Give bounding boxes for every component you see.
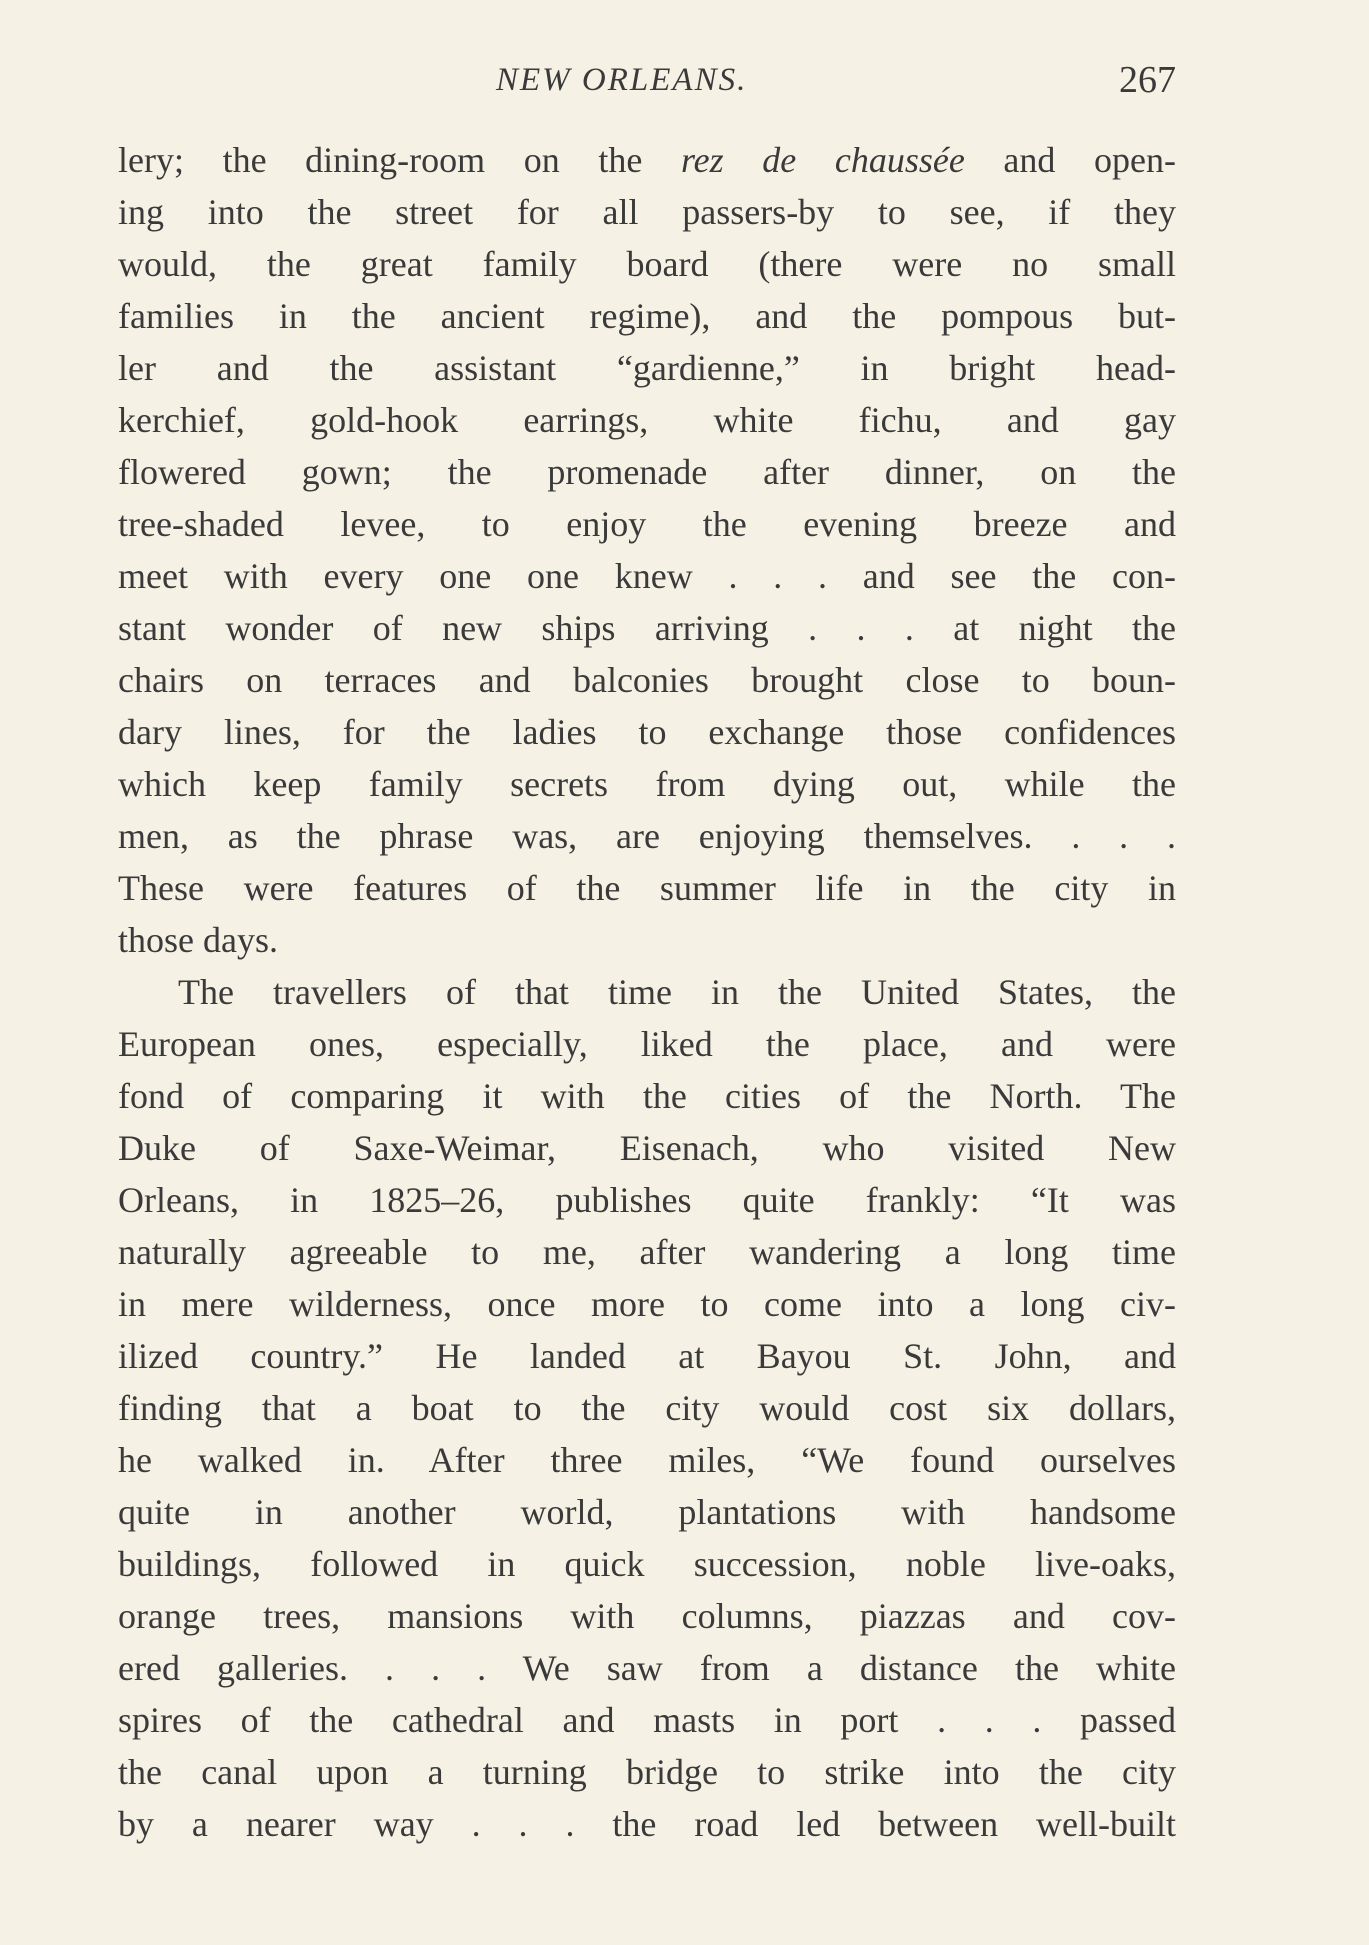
text-line: kerchief, gold-hook earrings, white fichu, and gay	[118, 400, 1176, 440]
text-line: tree-shaded levee, to enjoy the evening breeze and	[118, 504, 1176, 544]
text-line: spires of the cathedral and masts in port . . . passed	[118, 1700, 1176, 1740]
text-line: European ones, especially, liked the place, and were	[118, 1024, 1176, 1064]
text-line: ler and the assistant “gardienne,” in bright head-	[118, 348, 1176, 388]
paragraph-2	[118, 966, 1176, 1850]
text-line: finding that a boat to the city would cost six dollars,	[118, 1388, 1176, 1428]
text-line: The travellers of that time in the United States, the	[178, 972, 1176, 1012]
text-line: ered galleries. . . . We saw from a distance the white	[118, 1648, 1176, 1688]
text-line: These were features of the summer life in the city in	[118, 868, 1176, 908]
page-number: 267	[1119, 59, 1176, 101]
text-line: men, as the phrase was, are enjoying themselves. . . .	[118, 816, 1176, 856]
body-text	[118, 134, 1176, 1850]
text-line: by a nearer way . . . the road led between well-built	[118, 1804, 1176, 1844]
italic-phrase: rez de chaussée	[680, 140, 965, 180]
text-line: in mere wilderness, once more to come into a long civ-	[118, 1284, 1176, 1324]
text-line: the canal upon a turning bridge to strike into the city	[118, 1752, 1176, 1792]
text-line: dary lines, for the ladies to exchange those confidences	[118, 712, 1176, 752]
text-line: stant wonder of new ships arriving . . . at night the	[118, 608, 1176, 648]
running-title: NEW ORLEANS.	[496, 62, 748, 98]
text-line: orange trees, mansions with columns, piazzas and cov-	[118, 1596, 1176, 1636]
text-line: families in the ancient regime), and the pompous but-	[118, 296, 1176, 336]
text-line: those days.	[118, 920, 278, 960]
text-line: naturally agreeable to me, after wandering a long time	[118, 1232, 1176, 1272]
text-line: chairs on terraces and balconies brought close to boun-	[118, 660, 1176, 700]
text-line: Orleans, in 1825–26, publishes quite frankly: “It was	[118, 1180, 1176, 1220]
running-head	[118, 59, 1176, 112]
text-line: flowered gown; the promenade after dinner, on the	[118, 452, 1176, 492]
text-line: he walked in. After three miles, “We found ourselves	[118, 1440, 1176, 1480]
text-line: ilized country.” He landed at Bayou St. John, and	[118, 1336, 1176, 1376]
text-line: which keep family secrets from dying out, while the	[118, 764, 1176, 804]
text-line: would, the great family board (there were no small	[118, 244, 1176, 284]
text-line: ing into the street for all passers-by to see, if they	[118, 192, 1176, 232]
text-line: buildings, followed in quick succession, noble live-oaks,	[118, 1544, 1176, 1584]
text-line: lery; the dining-room on the rez de chaussée and open-	[118, 140, 1176, 180]
text-line: meet with every one one knew . . . and see the con-	[118, 556, 1176, 596]
text-line: Duke of Saxe-Weimar, Eisenach, who visited New	[118, 1128, 1176, 1168]
paragraph-1	[118, 134, 1176, 966]
text-line: quite in another world, plantations with handsome	[118, 1492, 1176, 1532]
text-line: fond of comparing it with the cities of the North. The	[118, 1076, 1176, 1116]
